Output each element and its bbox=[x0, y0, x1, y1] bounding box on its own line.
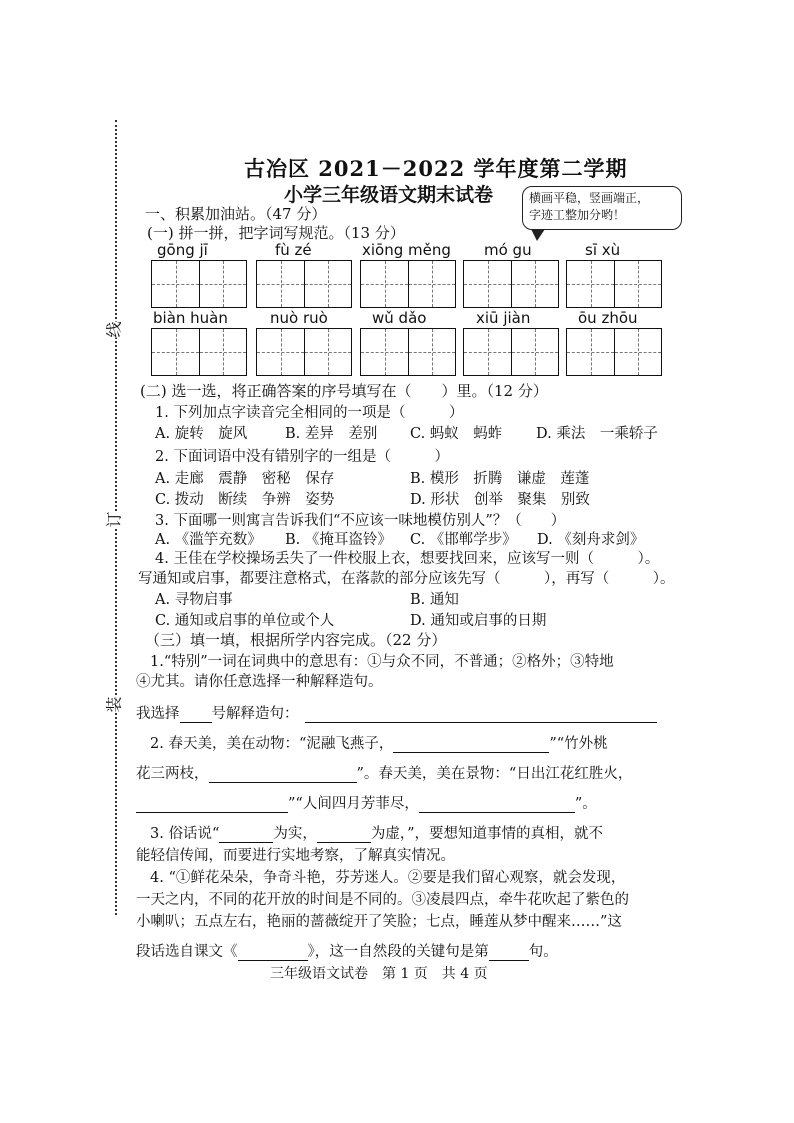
q3-3-blank-2[interactable] bbox=[317, 826, 371, 843]
q3-2-blank-4[interactable] bbox=[419, 796, 575, 813]
tip-line-2: 字迹工整加分哟！ bbox=[529, 208, 626, 222]
tip-line-1: 横画平稳，竖画端正， bbox=[529, 191, 650, 205]
q2-1-opt-c[interactable]: C. 蚂蚁 蚂蚱 bbox=[410, 426, 503, 442]
q2-2-opt-a[interactable]: A. 走廊 震静 密秘 保存 bbox=[155, 471, 335, 487]
q2-4-opt-a[interactable]: A. 寻物启事 bbox=[155, 592, 233, 608]
q3-2-blank-3[interactable] bbox=[136, 796, 288, 813]
q3-2-text-5: ”“人间四月芳菲尽， bbox=[288, 796, 419, 812]
q2-2-opt-b[interactable]: B. 模形 折腾 谦虚 莲蓬 bbox=[410, 471, 590, 487]
page-footer: 三年级语文试卷 第 1 页 共 4 页 bbox=[270, 966, 488, 982]
writing-box-10[interactable] bbox=[566, 328, 662, 376]
q3-1-line-1: 1.“特别”一词在词典中的意思有：①与众不同，不普通；②格外；③特地 bbox=[150, 654, 614, 670]
q3-2-text-1: 2. 春天美，美在动物：“泥融飞燕子， bbox=[150, 736, 394, 752]
part-1-heading: (一) 拼一拼，把字词写规范。（13 分） bbox=[147, 224, 405, 242]
q2-4-opt-b[interactable]: B. 通知 bbox=[410, 592, 459, 608]
q2-1-stem: 1. 下列加点字读音完全相同的一项是（ ） bbox=[155, 405, 464, 421]
q3-2-text-4: ”。春天美，美在景物：“日出江花红胜火， bbox=[356, 766, 633, 782]
writing-box-3[interactable] bbox=[360, 260, 456, 308]
q3-2-line-3 bbox=[136, 792, 597, 813]
q3-3-line-1 bbox=[150, 822, 603, 843]
writing-box-1[interactable] bbox=[151, 260, 247, 308]
q3-3-line-2: 能轻信传闻，而要进行实地考察，了解真实情况。 bbox=[136, 848, 455, 864]
q3-4-line-1: 4. “①鲜花朵朵，争奇斗艳，芬芳迷人。②要是我们留心观察，就会发现， bbox=[150, 870, 626, 886]
q3-2-blank-1[interactable] bbox=[393, 736, 549, 753]
q2-4-opt-c[interactable]: C. 通知或启事的单位或个人 bbox=[155, 613, 335, 629]
part-3-heading: （三）填一填，根据所学内容完成。（22 分） bbox=[145, 631, 447, 649]
q2-2-opt-d[interactable]: D. 形状 创举 聚集 别致 bbox=[410, 492, 590, 508]
q3-3-blank-1[interactable] bbox=[219, 826, 273, 843]
q2-4-line-1: 4. 王佳在学校操场丢失了一件校服上衣，想要找回来，应该写一则（ ）。 bbox=[155, 551, 660, 567]
q3-2-text-2: ”“竹外桃 bbox=[549, 736, 608, 752]
writing-box-7[interactable] bbox=[256, 328, 352, 376]
pinyin-6: biàn huàn bbox=[153, 309, 228, 327]
pinyin-4: mó gu bbox=[484, 241, 532, 259]
writing-box-8[interactable] bbox=[360, 328, 456, 376]
q3-2-blank-2[interactable] bbox=[209, 766, 357, 783]
pinyin-3: xiōng měng bbox=[362, 241, 451, 259]
q3-4-sentence-blank[interactable] bbox=[489, 944, 529, 961]
q2-2-opt-c[interactable]: C. 拨动 断续 争辨 姿势 bbox=[155, 492, 335, 508]
q2-3-opt-d[interactable]: D. 《刻舟求剑》 bbox=[537, 532, 645, 548]
q3-1-sentence-blank[interactable] bbox=[305, 706, 657, 723]
q3-1-choose-row bbox=[136, 702, 657, 723]
q2-3-opt-b[interactable]: B. 《掩耳盗铃》 bbox=[285, 532, 392, 548]
exam-title: 古冶区 2021－2022 学年度第二学期 bbox=[244, 156, 628, 181]
q3-4-text-3: 句。 bbox=[528, 944, 558, 960]
binding-char-line: 线 bbox=[102, 321, 125, 337]
q2-3-opt-c[interactable]: C. 《邯郸学步》 bbox=[410, 532, 517, 548]
writing-box-6[interactable] bbox=[151, 328, 247, 376]
q3-2-line-1 bbox=[150, 732, 608, 753]
q3-4-title-blank[interactable] bbox=[238, 944, 308, 961]
q3-4-text-1: 段话选自课文《 bbox=[136, 944, 238, 960]
writing-box-4[interactable] bbox=[463, 260, 559, 308]
part-2-heading: (二) 选一选，将正确答案的序号填写在（ ）里。（12 分） bbox=[140, 382, 548, 400]
pinyin-1: gōng jī bbox=[157, 241, 208, 259]
tip-speech-bubble bbox=[522, 186, 682, 230]
q3-3-text-2: 为实， bbox=[273, 826, 317, 842]
q2-4-opt-d[interactable]: D. 通知或启事的日期 bbox=[410, 613, 547, 629]
q3-2-text-6: ”。 bbox=[574, 796, 597, 812]
q3-1-choose-label: 我选择 bbox=[136, 706, 180, 722]
bubble-tail bbox=[531, 229, 545, 241]
pinyin-5: sī xù bbox=[585, 241, 621, 259]
writing-box-9[interactable] bbox=[463, 328, 559, 376]
exam-subtitle: 小学三年级语文期末试卷 bbox=[284, 184, 494, 206]
q3-3-text-1: 3. 俗话说“ bbox=[150, 826, 220, 842]
q3-4-text-2: 》，这一自然段的关键句是第 bbox=[307, 944, 489, 960]
q3-2-text-3: 花三两枝， bbox=[136, 766, 209, 782]
pinyin-10: ōu zhōu bbox=[578, 309, 638, 327]
q2-3-opt-a[interactable]: A. 《滥竽充数》 bbox=[155, 532, 262, 548]
q2-1-opt-a[interactable]: A. 旋转 旋风 bbox=[155, 426, 248, 442]
q3-1-sentence-label: 号解释造句： bbox=[211, 706, 299, 722]
q3-4-line-2: 一天之内，不同的花开放的时间是不同的。③凌晨四点，牵牛花吹起了紫色的 bbox=[136, 892, 629, 908]
pinyin-8: wǔ dǎo bbox=[372, 309, 427, 327]
q3-3-text-3: 为虚，”，要想知道事情的真相，就不 bbox=[370, 826, 604, 842]
writing-box-2[interactable] bbox=[256, 260, 352, 308]
q2-3-stem: 3. 下面哪一则寓言告诉我们“不应该一味地模仿别人”？（ ） bbox=[155, 513, 566, 529]
writing-box-5[interactable] bbox=[566, 260, 662, 308]
binding-char-staple: 订 bbox=[102, 511, 125, 527]
pinyin-2: fù zé bbox=[275, 241, 312, 259]
pinyin-9: xiū jiàn bbox=[476, 309, 531, 327]
q2-4-line-2: 写通知或启事，都要注意格式，在落款的部分应该先写（ ），再写（ ）。 bbox=[138, 571, 675, 587]
pinyin-7: nuò ruò bbox=[270, 309, 328, 327]
q3-1-number-blank[interactable] bbox=[180, 706, 212, 723]
q3-1-line-2: ④尤其。请你任意选择一种解释造句。 bbox=[136, 674, 383, 690]
binding-char-bind: 装 bbox=[102, 696, 125, 712]
q2-1-opt-d[interactable]: D. 乘法 一乘轿子 bbox=[536, 426, 658, 442]
q3-2-line-2 bbox=[136, 762, 632, 783]
q3-4-line-4 bbox=[136, 940, 558, 961]
q3-4-line-3: 小喇叭；五点左右，艳丽的蔷薇绽开了笑脸；七点，睡莲从梦中醒来……”这 bbox=[136, 914, 622, 930]
section-1-heading: 一、积累加油站。（47 分） bbox=[145, 205, 327, 223]
q2-2-stem: 2. 下面词语中没有错别字的一组是（ ） bbox=[155, 449, 449, 465]
q2-1-opt-b[interactable]: B. 差异 差别 bbox=[285, 426, 378, 442]
